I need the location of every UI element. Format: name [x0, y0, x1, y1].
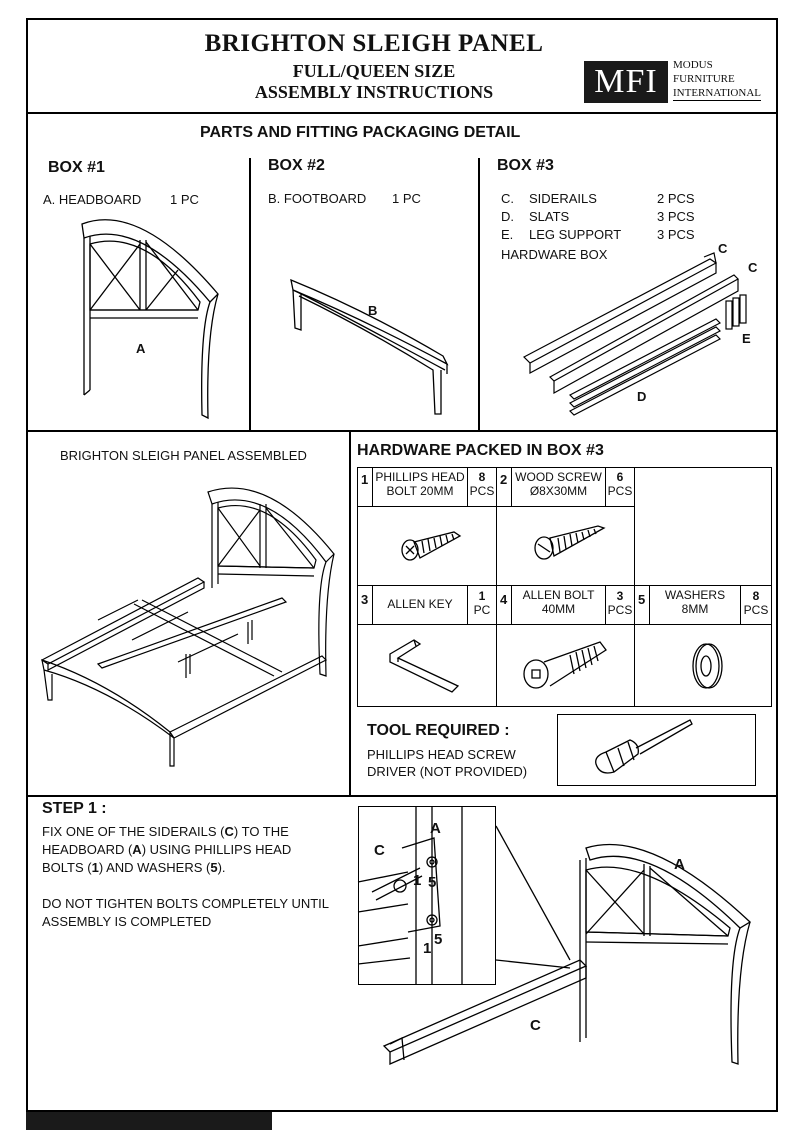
- item-name: ALLEN KEY: [387, 597, 453, 611]
- step-note: ASSEMBLY IS COMPLETED: [42, 914, 212, 929]
- label-d: D: [637, 389, 647, 404]
- company-line: INTERNATIONAL: [673, 87, 761, 99]
- box1-title: BOX #1: [48, 159, 105, 176]
- item-qty: 3 PCS: [607, 589, 633, 617]
- subtitle: ASSEMBLY INSTRUCTIONS: [254, 82, 494, 102]
- item-name: WOOD SCREW Ø8X30MM: [515, 470, 602, 498]
- label-bolt: 1: [423, 940, 432, 957]
- screwdriver-icon: [592, 718, 702, 782]
- label-washer: 5: [434, 931, 443, 948]
- label-b: B: [368, 303, 378, 318]
- list-item: C. SIDERAILS 2 PCS: [501, 191, 695, 206]
- assembled-caption: BRIGHTON SLEIGH PANEL ASSEMBLED: [60, 448, 307, 463]
- box1-part: A. HEADBOARD: [43, 192, 142, 207]
- tool-line: PHILLIPS HEAD SCREW: [367, 747, 516, 762]
- list-item: E. LEG SUPPORT 3 PCS: [501, 227, 695, 242]
- label-c: C: [718, 241, 728, 256]
- box3-items: [501, 190, 695, 244]
- phillips-bolt-icon: [398, 526, 468, 566]
- step1-text: [42, 823, 329, 931]
- item-number: 1: [361, 472, 369, 487]
- label-c: C: [374, 842, 385, 859]
- hardware-box-label: HARDWARE BOX: [501, 247, 608, 262]
- washer-icon: [690, 640, 724, 692]
- list-item: D. SLATS 3 PCS: [501, 209, 695, 224]
- step-line: HEADBOARD (A) USING PHILLIPS HEAD: [42, 842, 292, 857]
- company-line: FURNITURE: [673, 73, 735, 85]
- tool-heading: TOOL REQUIRED :: [367, 722, 510, 739]
- label-a: A: [430, 820, 441, 837]
- size-label: FULL/QUEEN SIZE: [292, 61, 456, 81]
- box2-part: B. FOOTBOARD: [268, 191, 367, 206]
- label-c: C: [530, 1017, 541, 1034]
- allen-bolt-icon: [520, 636, 610, 692]
- divider: [478, 158, 480, 430]
- packaging-heading: PARTS AND FITTING PACKAGING DETAIL: [200, 124, 521, 141]
- item-number: 4: [500, 592, 508, 607]
- company-line: MODUS: [673, 59, 713, 71]
- item-name: PHILLIPS HEAD BOLT 20MM: [375, 470, 465, 498]
- company-name: [673, 58, 761, 101]
- document-title: BRIGHTON SLEIGH PANEL: [204, 30, 544, 57]
- item-number: 2: [500, 472, 508, 487]
- label-c: C: [748, 260, 758, 275]
- assembled-bed-illustration: [38, 478, 338, 778]
- label-washer: 5: [428, 874, 437, 891]
- item-number: 3: [361, 592, 369, 607]
- label-a: A: [136, 341, 146, 356]
- box2-title: BOX #2: [268, 157, 325, 174]
- allen-key-icon: [386, 636, 466, 696]
- item-qty: 6 PCS: [607, 470, 633, 498]
- wood-screw-icon: [530, 522, 610, 564]
- divider: [26, 795, 778, 797]
- step-note: DO NOT TIGHTEN BOLTS COMPLETELY UNTIL: [42, 896, 330, 911]
- item-name: WASHERS 8MM: [664, 588, 726, 616]
- item-qty: 8 PCS: [743, 589, 769, 617]
- step-line: BOLTS (1) AND WASHERS (5).: [42, 860, 226, 875]
- headboard-illustration: [60, 210, 230, 425]
- divider: [26, 430, 778, 432]
- box2-qty: 1 PC: [392, 191, 421, 206]
- divider: [349, 430, 351, 795]
- divider: [26, 112, 778, 114]
- step1-illustration: [380, 820, 770, 1090]
- item-number: 5: [638, 592, 646, 607]
- item-qty: 8 PCS: [469, 470, 495, 498]
- mfi-logo: MFI: [584, 61, 668, 103]
- box3-title: BOX #3: [497, 157, 554, 174]
- label-e: E: [742, 331, 751, 346]
- step1-heading: STEP 1 :: [42, 800, 107, 817]
- item-name: ALLEN BOLT 40MM: [522, 588, 595, 616]
- item-qty: 1 PC: [473, 589, 491, 617]
- box1-qty: 1 PC: [170, 192, 199, 207]
- step-line: FIX ONE OF THE SIDERAILS (C) TO THE: [42, 824, 289, 839]
- divider: [249, 158, 251, 430]
- footer-bar: [26, 1112, 272, 1130]
- hardware-heading: HARDWARE PACKED IN BOX #3: [357, 442, 604, 459]
- footboard-illustration: [285, 270, 465, 420]
- label-bolt: 1: [413, 872, 422, 889]
- label-a: A: [674, 856, 685, 873]
- tool-line: DRIVER (NOT PROVIDED): [367, 764, 528, 779]
